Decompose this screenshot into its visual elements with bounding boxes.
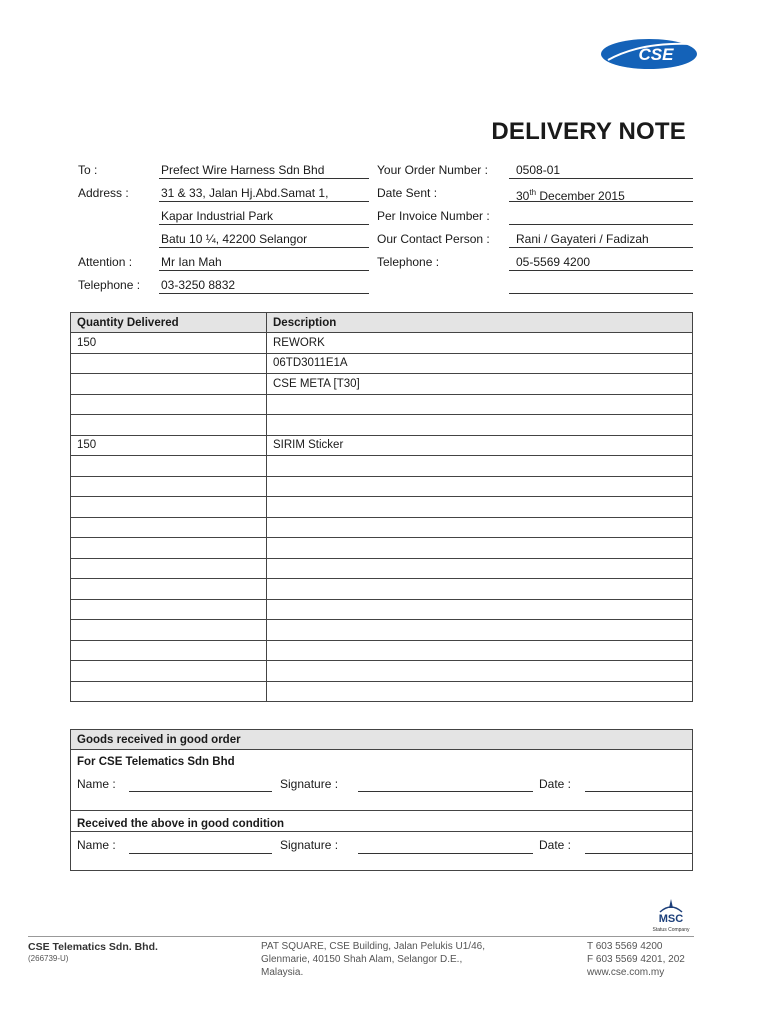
quantity-cell bbox=[71, 579, 267, 600]
description-cell bbox=[267, 497, 693, 518]
description-cell: REWORK bbox=[267, 333, 693, 354]
customer-telephone-value: 03-3250 8832 bbox=[159, 278, 369, 294]
footer-company-name bbox=[28, 941, 158, 953]
description-cell bbox=[267, 558, 693, 579]
invoice-number-value bbox=[509, 209, 693, 225]
for-company-label: For CSE Telematics Sdn Bhd bbox=[77, 756, 235, 768]
document-title: DELIVERY NOTE bbox=[491, 118, 686, 145]
table-row bbox=[71, 661, 693, 682]
footer-divider bbox=[28, 936, 694, 937]
table-row bbox=[71, 558, 693, 579]
items-table bbox=[70, 312, 693, 702]
logo-text: CSE bbox=[638, 45, 674, 64]
quantity-cell bbox=[71, 456, 267, 477]
customer-telephone-label: Telephone : bbox=[78, 278, 141, 292]
date-day: 30 bbox=[516, 189, 530, 203]
address-line-1: 31 & 33, Jalan Hj.Abd.Samat 1, bbox=[159, 186, 369, 202]
quantity-cell bbox=[71, 599, 267, 620]
name-label-2: Name : bbox=[77, 838, 116, 852]
receipt-section bbox=[70, 729, 693, 871]
description-cell bbox=[267, 661, 693, 682]
description-cell bbox=[267, 476, 693, 497]
order-number-value: 0508-01 bbox=[509, 163, 693, 179]
table-row bbox=[71, 333, 693, 354]
date-rest: December 2015 bbox=[536, 189, 625, 203]
company-telephone-value: 05-5569 4200 bbox=[509, 255, 693, 271]
signature-label-1: Signature : bbox=[280, 777, 339, 791]
description-cell bbox=[267, 640, 693, 661]
date-line-1[interactable] bbox=[585, 790, 692, 792]
date-label-1: Date : bbox=[539, 777, 572, 791]
table-row bbox=[71, 538, 693, 559]
table-row bbox=[71, 435, 693, 456]
contact-person-label: Our Contact Person : bbox=[377, 232, 490, 246]
address-line-2: Kapar Industrial Park bbox=[159, 209, 369, 225]
quantity-cell bbox=[71, 640, 267, 661]
quantity-cell bbox=[71, 497, 267, 518]
table-row bbox=[71, 579, 693, 600]
description-header: Description bbox=[267, 313, 693, 333]
description-cell bbox=[267, 415, 693, 436]
quantity-cell bbox=[71, 538, 267, 559]
signature-label-2: Signature : bbox=[280, 838, 339, 852]
name-line-2[interactable] bbox=[129, 852, 272, 854]
date-line-2[interactable] bbox=[585, 852, 692, 854]
description-cell bbox=[267, 599, 693, 620]
description-cell bbox=[267, 538, 693, 559]
table-row bbox=[71, 640, 693, 661]
blank-field-line bbox=[509, 278, 693, 294]
msc-status-logo bbox=[648, 898, 694, 934]
table-row bbox=[71, 394, 693, 415]
signature-line-2[interactable] bbox=[358, 852, 533, 854]
quantity-cell bbox=[71, 476, 267, 497]
attention-value: Mr Ian Mah bbox=[159, 255, 369, 271]
date-label-2: Date : bbox=[539, 838, 572, 852]
name-line-1[interactable] bbox=[129, 790, 272, 792]
name-label-1: Name : bbox=[77, 777, 116, 791]
table-header-row bbox=[71, 313, 693, 333]
table-row bbox=[71, 415, 693, 436]
description-cell bbox=[267, 620, 693, 641]
quantity-cell bbox=[71, 353, 267, 374]
description-cell: CSE META [T30] bbox=[267, 374, 693, 395]
table-row bbox=[71, 681, 693, 702]
table-row bbox=[71, 497, 693, 518]
contact-person-value: Rani / Gayateri / Fadizah bbox=[509, 232, 693, 248]
quantity-cell bbox=[71, 620, 267, 641]
company-telephone-label: Telephone : bbox=[377, 255, 440, 269]
table-row bbox=[71, 620, 693, 641]
table-row bbox=[71, 517, 693, 538]
company-logo bbox=[600, 38, 698, 70]
description-cell bbox=[267, 456, 693, 477]
goods-received-title: Goods received in good order bbox=[71, 730, 692, 750]
quantity-cell: 150 bbox=[71, 333, 267, 354]
footer-address-3: Malaysia. bbox=[261, 967, 304, 978]
receipt-divider-1 bbox=[71, 810, 692, 811]
description-cell bbox=[267, 394, 693, 415]
quantity-cell bbox=[71, 374, 267, 395]
received-condition-title: Received the above in good condition bbox=[77, 818, 285, 830]
date-sent-label: Date Sent : bbox=[377, 186, 438, 200]
description-cell: 06TD3011E1A bbox=[267, 353, 693, 374]
quantity-header: Quantity Delivered bbox=[71, 313, 267, 333]
date-sent-value bbox=[509, 186, 693, 202]
to-value: Prefect Wire Harness Sdn Bhd bbox=[159, 163, 369, 179]
description-cell: SIRIM Sticker bbox=[267, 435, 693, 456]
invoice-number-label: Per Invoice Number : bbox=[377, 209, 490, 223]
footer-website[interactable]: www.cse.com.my bbox=[587, 967, 665, 978]
footer-company-reg: (266739-U) bbox=[28, 954, 69, 963]
footer-address-2: Glenmarie, 40150 Shah Alam, Selangor D.E., bbox=[261, 954, 463, 965]
address-label: Address : bbox=[78, 186, 129, 200]
signature-line-1[interactable] bbox=[358, 790, 533, 792]
footer-address-1: PAT SQUARE, CSE Building, Jalan Pelukis U1/46, bbox=[261, 941, 485, 952]
attention-label: Attention : bbox=[78, 255, 133, 269]
table-row bbox=[71, 374, 693, 395]
items-body bbox=[71, 333, 693, 702]
table-row bbox=[71, 456, 693, 477]
msc-subtext: Status Company bbox=[652, 927, 690, 933]
quantity-cell bbox=[71, 558, 267, 579]
table-row bbox=[71, 476, 693, 497]
description-cell bbox=[267, 681, 693, 702]
quantity-cell bbox=[71, 394, 267, 415]
quantity-cell: 150 bbox=[71, 435, 267, 456]
table-row bbox=[71, 353, 693, 374]
table-row bbox=[71, 599, 693, 620]
description-cell bbox=[267, 579, 693, 600]
address-line-3: Batu 10 ¼, 42200 Selangor bbox=[159, 232, 369, 248]
order-number-label: Your Order Number : bbox=[377, 163, 488, 177]
quantity-cell bbox=[71, 661, 267, 682]
quantity-cell bbox=[71, 517, 267, 538]
footer-fax: F 603 5569 4201, 202 bbox=[587, 954, 685, 965]
footer-phone: T 603 5569 4200 bbox=[587, 941, 663, 952]
quantity-cell bbox=[71, 681, 267, 702]
date-suffix: th bbox=[529, 188, 537, 197]
to-label: To : bbox=[78, 163, 98, 177]
company-name-text: CSE Telematics Sdn. Bhd. bbox=[28, 941, 158, 953]
description-cell bbox=[267, 517, 693, 538]
msc-text: MSC bbox=[658, 913, 684, 925]
quantity-cell bbox=[71, 415, 267, 436]
